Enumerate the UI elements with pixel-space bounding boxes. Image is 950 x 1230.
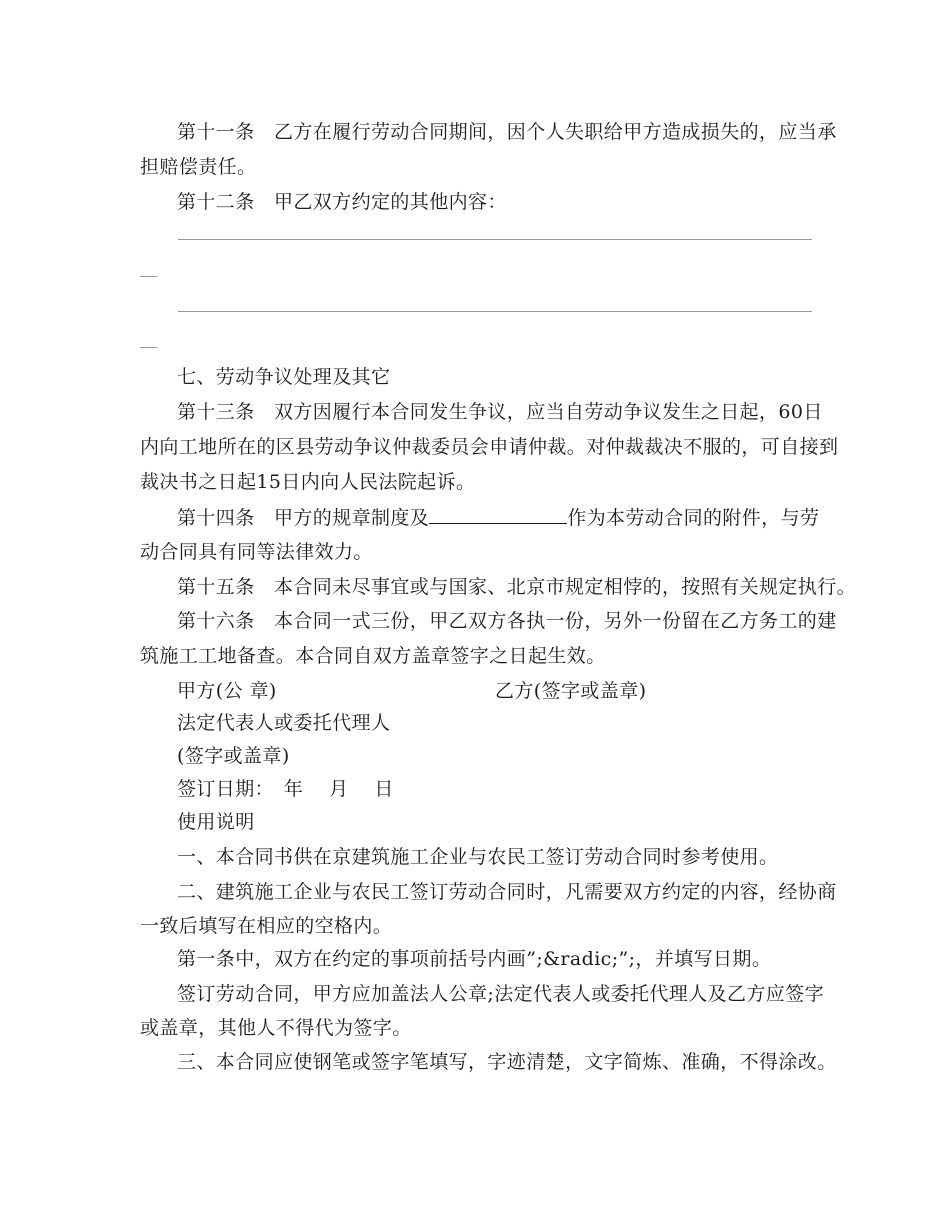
instruction-item-2-line-1: 二、建筑施工企业与农民工签订劳动合同时，凡需要双方约定的内容，经协商 [177, 881, 837, 903]
article-11-line-2: 担赔偿责任。 [140, 156, 257, 178]
article-15-line-1: 第十五条 本合同未尽事宜或与国家、北京市规定相悖的，按照有关规定执行。 [177, 576, 857, 598]
sign-date: 签订日期： 年 月 日 [177, 778, 394, 800]
blank-line-2-stub [140, 347, 157, 348]
sign-or-seal: (签字或盖章) [177, 745, 290, 767]
instruction-note-1: 第一条中，双方在约定的事项前括号内画”;&radic;”;，并填写日期。 [177, 948, 772, 970]
blank-line-1-stub [140, 276, 157, 277]
blank-line-1 [178, 239, 812, 240]
instruction-item-3: 三、本合同应使钢笔或签字笔填写，字迹清楚，文字简炼、准确，不得涂改。 [177, 1051, 837, 1073]
instruction-note-2-line-2: 或盖章，其他人不得代为签字。 [140, 1017, 412, 1039]
article-14-text-before: 第十四条 甲方的规章制度及 [177, 507, 430, 529]
article-12-line-1: 第十二条 甲乙双方约定的其他内容： [177, 191, 507, 213]
instructions-title: 使用说明 [177, 811, 255, 833]
article-13-line-1: 第十三条 双方因履行本合同发生争议，应当自劳动争议发生之日起，60日 [177, 401, 823, 423]
section-7-title: 七、劳动争议处理及其它 [177, 366, 391, 388]
instruction-item-2-line-2: 一致后填写在相应的空格内。 [140, 915, 393, 937]
article-14-line-1 [177, 505, 819, 530]
article-16-line-1: 第十六条 本合同一式三份，甲乙双方各执一份，另外一份留在乙方务工的建 [177, 610, 837, 632]
blank-line-2 [178, 311, 812, 312]
article-14-blank [429, 505, 567, 524]
article-13-line-3: 裁决书之日起15日内向人民法院起诉。 [140, 471, 476, 493]
party-b-signature: 乙方(签字或盖章) [495, 680, 647, 702]
instruction-item-1: 一、本合同书供在京建筑施工企业与农民工签订劳动合同时参考使用。 [177, 846, 779, 868]
legal-representative: 法定代表人或委托代理人 [177, 712, 391, 734]
article-16-line-2: 筑施工工地备查。本合同自双方盖章签字之日起生效。 [140, 645, 606, 667]
party-a-signature: 甲方(公 章) [177, 680, 277, 702]
article-11-line-1: 第十一条 乙方在履行劳动合同期间，因个人失职给甲方造成损失的，应当承 [177, 121, 837, 143]
article-14-text-after: 作为本劳动合同的附件，与劳 [567, 507, 820, 529]
instruction-note-2-line-1: 签订劳动合同，甲方应加盖法人公章;法定代表人或委托代理人及乙方应签字 [177, 983, 825, 1005]
article-14-line-2: 动合同具有同等法律效力。 [140, 541, 373, 563]
article-13-line-2: 内向工地所在的区县劳动争议仲裁委员会申请仲裁。对仲裁裁决不服的，可自接到 [140, 436, 839, 458]
